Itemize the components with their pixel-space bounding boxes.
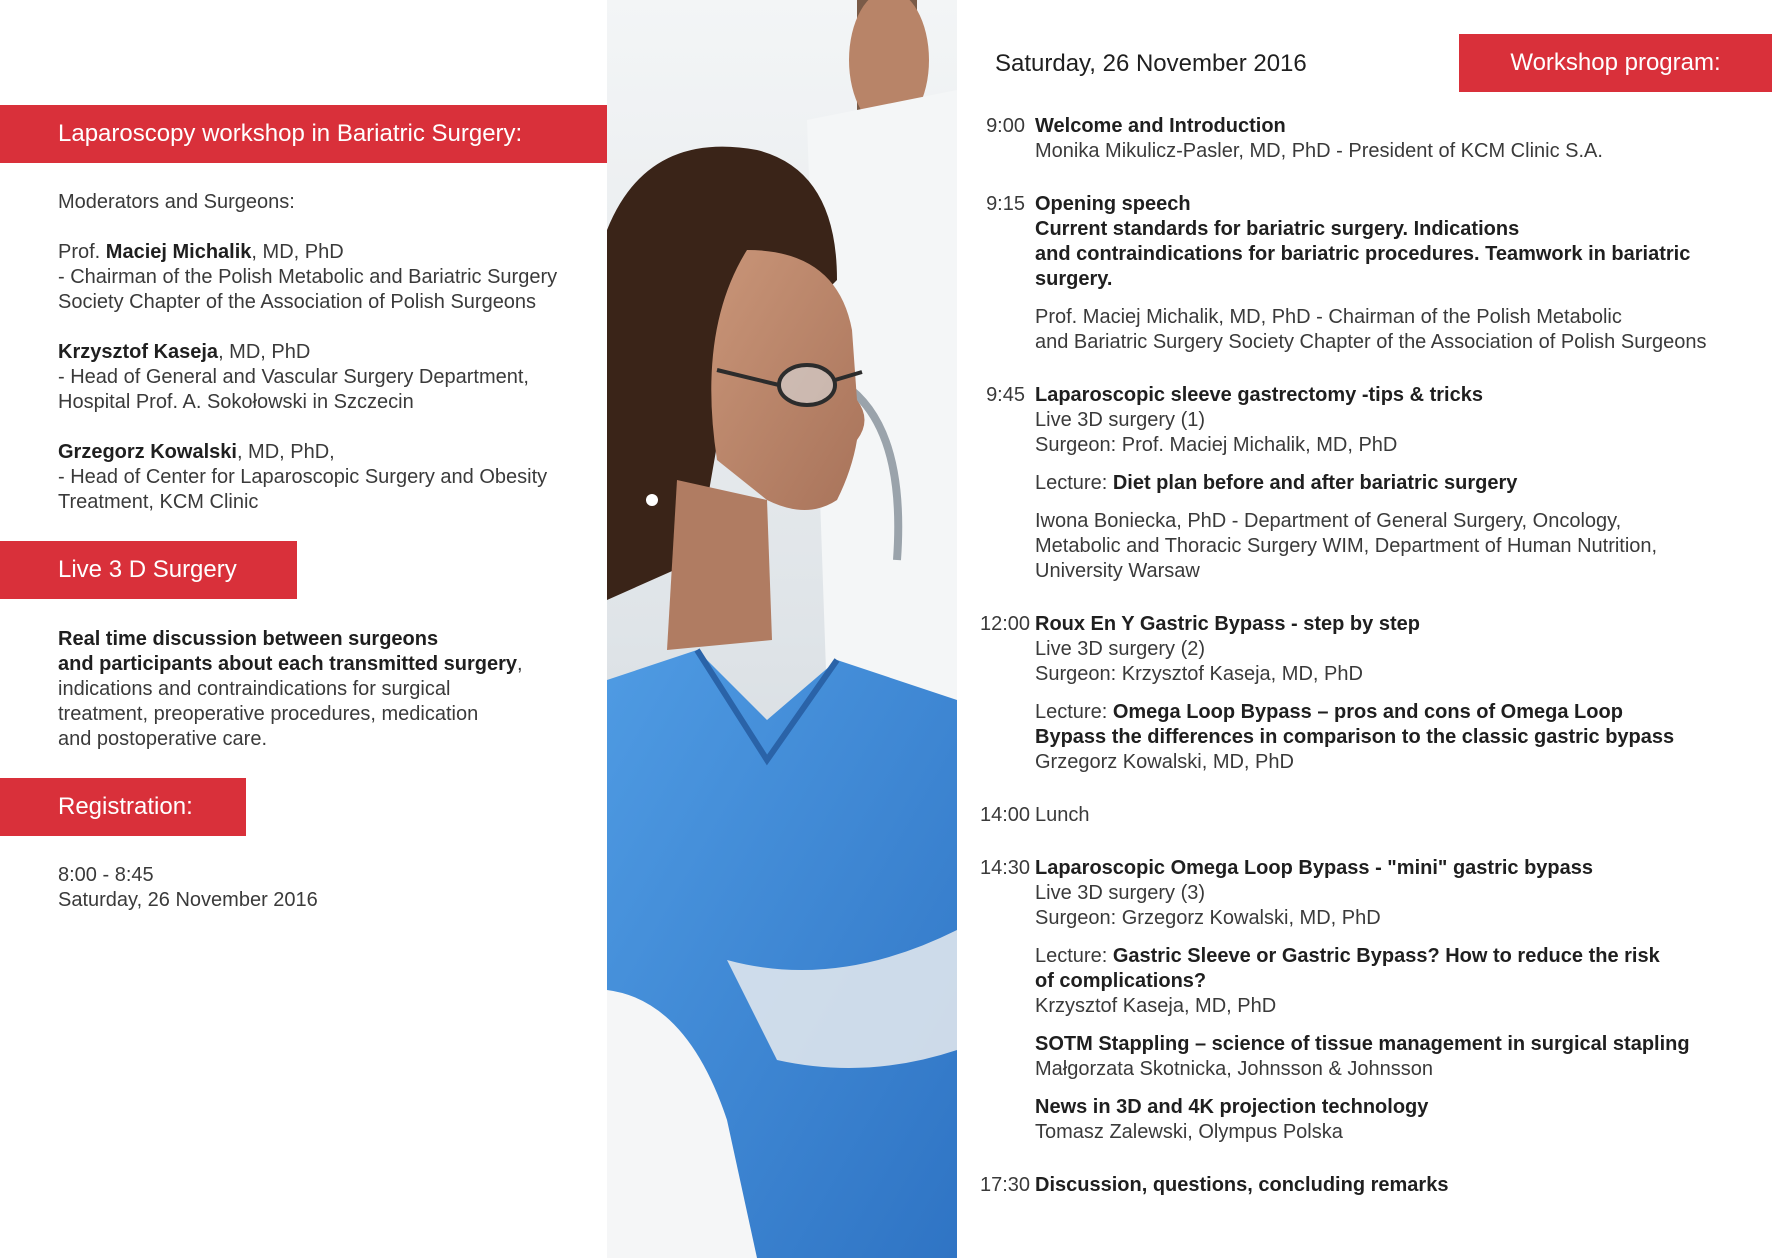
program-detail: Surgeon: Grzegorz Kowalski, MD, PhD <box>1035 907 1381 929</box>
lecture-title: Gastric Sleeve or Gastric Bypass? How to reduce the risk <box>1112 945 1660 967</box>
surgeon-degree: , MD, PhD, <box>236 441 335 463</box>
program-time: 14:30 <box>980 857 1031 879</box>
program-item-1400 <box>980 803 1740 828</box>
lecture-title: of complications? <box>1035 970 1207 992</box>
program-subtitle: Current standards for bariatric surgery. Indications <box>1035 218 1520 240</box>
program-detail: Prof. Maciej Michalik, MD, PhD - Chairman of the Polish Metabolic <box>1035 306 1622 328</box>
program-item-0945 <box>980 383 1740 584</box>
news-title: News in 3D and 4K projection technology <box>1035 1096 1429 1118</box>
surgeon-entry-michalik <box>58 240 578 315</box>
lecture-title: Bypass the differences in comparison to the classic gastric bypass <box>1035 726 1675 748</box>
surgeon-entry-kowalski <box>58 440 578 515</box>
registration-date: Saturday, 26 November 2016 <box>58 889 318 911</box>
nurse-photo <box>607 0 957 1258</box>
surgeon-name: Grzegorz Kowalski <box>58 441 237 463</box>
program-time: 12:00 <box>980 613 1031 635</box>
program-title: Lunch <box>1035 804 1090 826</box>
laparoscopy-workshop-heading: Laparoscopy workshop in Bariatric Surgery: <box>58 120 523 147</box>
live-description-line: treatment, preoperative procedures, medication <box>58 703 479 725</box>
program-schedule <box>980 114 1740 1198</box>
program-detail: Iwona Boniecka, PhD - Department of General Surgery, Oncology, <box>1035 510 1622 532</box>
program-detail: Live 3D surgery (1) <box>1035 409 1206 431</box>
program-time: 17:30 <box>980 1174 1031 1196</box>
surgeon-description: Treatment, KCM Clinic <box>58 491 259 513</box>
program-subtitle: surgery. <box>1035 268 1113 290</box>
lecture-label: Lecture: <box>1035 701 1113 723</box>
surgeon-description: - Head of General and Vascular Surgery Department, <box>58 366 529 388</box>
program-title: Opening speech <box>1035 193 1191 215</box>
program-detail: Live 3D surgery (2) <box>1035 638 1206 660</box>
registration-heading: Registration: <box>58 793 193 820</box>
registration-time: 8:00 - 8:45 <box>58 864 154 886</box>
laparoscopy-workshop-banner <box>0 105 635 163</box>
program-title: Laparoscopic Omega Loop Bypass - "mini" gastric bypass <box>1035 857 1594 879</box>
moderators-label: Moderators and Surgeons: <box>58 191 295 213</box>
program-detail: Surgeon: Krzysztof Kaseja, MD, PhD <box>1035 663 1363 685</box>
lecture-title: Diet plan before and after bariatric surgery <box>1112 472 1518 494</box>
live-description-comma: , <box>517 653 523 675</box>
surgeon-entry-kaseja <box>58 340 578 415</box>
workshop-program-banner <box>1459 34 1772 92</box>
program-subtitle: and contraindications for bariatric procedures. Teamwork in bariatric <box>1035 243 1691 265</box>
surgeon-name: Krzysztof Kaseja <box>58 341 219 363</box>
program-time: 9:00 <box>986 115 1025 137</box>
lecture-title: Omega Loop Bypass – pros and cons of Omega Loop <box>1112 701 1623 723</box>
program-detail: Live 3D surgery (3) <box>1035 882 1206 904</box>
sotm-title: SOTM Stappling – science of tissue management in surgical stapling <box>1035 1033 1690 1055</box>
surgeon-description: Hospital Prof. A. Sokołowski in Szczecin <box>58 391 414 413</box>
program-detail: and Bariatric Surgery Society Chapter of the Association of Polish Surgeons <box>1035 331 1707 353</box>
program-title: Laparoscopic sleeve gastrectomy -tips & tricks <box>1035 384 1483 406</box>
program-detail: Grzegorz Kowalski, MD, PhD <box>1035 751 1294 773</box>
program-detail: Metabolic and Thoracic Surgery WIM, Department of Human Nutrition, <box>1035 535 1658 557</box>
program-detail: Monika Mikulicz-Pasler, MD, PhD - President of KCM Clinic S.A. <box>1035 140 1603 162</box>
program-item-1430 <box>980 856 1740 1145</box>
live-surgery-description <box>58 627 578 752</box>
program-time: 14:00 <box>980 804 1031 826</box>
live-surgery-heading: Live 3 D Surgery <box>58 556 237 583</box>
registration-banner <box>0 778 246 836</box>
program-item-1200 <box>980 612 1740 775</box>
program-time: 9:45 <box>986 384 1025 406</box>
program-item-0915 <box>980 192 1740 355</box>
surgeon-description: Society Chapter of the Association of Polish Surgeons <box>58 291 537 313</box>
program-date-heading: Saturday, 26 November 2016 <box>995 50 1307 77</box>
live-surgery-banner <box>0 541 297 599</box>
program-detail: Małgorzata Skotnicka, Johnsson & Johnsson <box>1035 1058 1433 1080</box>
program-detail: Krzysztof Kaseja, MD, PhD <box>1035 995 1277 1017</box>
live-description-line: and postoperative care. <box>58 728 268 750</box>
program-item-0900 <box>980 114 1740 164</box>
program-detail: Tomasz Zalewski, Olympus Polska <box>1035 1121 1343 1143</box>
program-title: Welcome and Introduction <box>1035 115 1286 137</box>
lecture-label: Lecture: <box>1035 945 1113 967</box>
program-item-1730 <box>980 1173 1740 1198</box>
moderators-section <box>58 190 578 540</box>
surgeon-name: Maciej Michalik <box>105 241 252 263</box>
surgeon-degree: , MD, PhD <box>218 341 311 363</box>
program-title: Discussion, questions, concluding remarks <box>1035 1174 1449 1196</box>
program-time: 9:15 <box>986 193 1025 215</box>
program-title: Roux En Y Gastric Bypass - step by step <box>1035 613 1420 635</box>
surgeon-description: - Chairman of the Polish Metabolic and Bariatric Surgery <box>58 266 558 288</box>
surgeon-degree: , MD, PhD <box>251 241 344 263</box>
workshop-program-heading: Workshop program: <box>1510 49 1721 76</box>
surgeon-prefix: Prof. <box>58 241 106 263</box>
live-description-bold: Real time discussion between surgeons <box>58 628 439 650</box>
lecture-label: Lecture: <box>1035 472 1113 494</box>
program-detail: University Warsaw <box>1035 560 1200 582</box>
surgeon-description: - Head of Center for Laparoscopic Surgery and Obesity <box>58 466 548 488</box>
program-detail: Surgeon: Prof. Maciej Michalik, MD, PhD <box>1035 434 1398 456</box>
nurse-illustration <box>607 0 957 1258</box>
registration-details <box>58 863 578 913</box>
live-description-line: indications and contraindications for surgical <box>58 678 451 700</box>
live-description-bold: and participants about each transmitted surgery <box>58 653 517 675</box>
